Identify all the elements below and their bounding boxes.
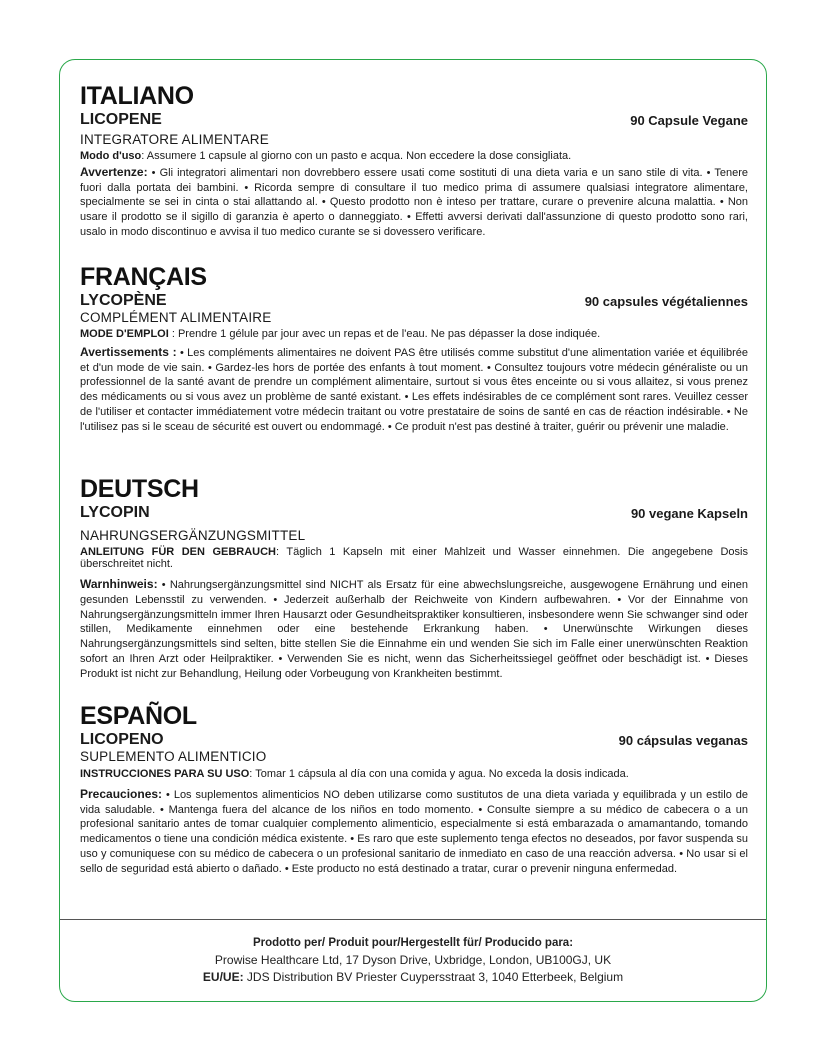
language-heading: ITALIANO [80, 82, 194, 110]
footer-address: Prowise Healthcare Ltd, 17 Dyson Drive, Uxbridge, London, UB100GJ, UK [214, 953, 612, 967]
warnings-text: • Gli integratori alimentari non dovrebbero essere usati come sostituti di una dieta varia e un sano stile di vita. • Tenere fuori dalla portata dei bambini. • Ricorda sempre di consultare il tuo medico prima di assumere qualsiasi integratore alimentare, specialmente se sei in cinta o stai allattando al. • Questo prodotto non è inteso per trattare, curare o prevenire alcuna malattia. • Non usare il prodotto se il sigillo di garanzia è aperto o danneggiato. • Effetti avversi derivati dall'assunzione di questo prodotto sono rari, usalo in modo discontinuo e avvisa il tuo medico curante se si dovessero verificare. [80, 166, 748, 238]
footer-divider [60, 919, 766, 920]
capsule-count: 90 capsules végétaliennes [584, 294, 748, 309]
product-name: LYCOPÈNE [80, 292, 167, 309]
usage-paragraph: INSTRUCCIONES PARA SU USO: Tomar 1 cápsula al día con una comida y agua. No exceda la dosis indicada. [80, 768, 629, 780]
usage-label: ANLEITUNG FÜR DEN GEBRAUCH [80, 546, 277, 558]
product-name: LYCOPIN [80, 504, 150, 521]
section-italian [80, 82, 748, 240]
usage-paragraph: Modo d'uso: Assumere 1 capsule al giorno con un pasto e acqua. Non eccedere la dose consigliata. [80, 150, 572, 162]
product-row [80, 291, 748, 310]
product-row [80, 503, 748, 522]
product-type: NAHRUNGSERGÄNZUNGSMITTEL [80, 528, 306, 543]
product-type: COMPLÉMENT ALIMENTAIRE [80, 310, 272, 325]
product-type: INTEGRATORE ALIMENTARE [80, 132, 269, 147]
capsule-count: 90 cápsulas veganas [618, 733, 748, 748]
language-heading: ESPAÑOL [80, 702, 197, 730]
product-name: LICOPENO [80, 731, 164, 748]
warnings-label: Precauciones: [80, 786, 163, 801]
usage-paragraph: MODE D'EMPLOI : Prendre 1 gélule par jour avec un repas et de l'eau. Ne pas dépasser la dose indiquée. [80, 328, 601, 340]
eu-label: EU/UE: [202, 970, 244, 984]
product-row [80, 730, 748, 749]
section-french [80, 263, 748, 435]
warnings-label: Warnhinweis: [80, 577, 158, 591]
language-heading: DEUTSCH [80, 475, 199, 503]
usage-paragraph: ANLEITUNG FÜR DEN GEBRAUCH: Täglich 1 Kapseln mit einer Mahlzeit und Wasser einnehmen. Die angegebene Dosis überschreitet nicht. [80, 546, 748, 570]
label-panel [59, 59, 767, 1002]
capsule-count: 90 vegane Kapseln [630, 506, 748, 521]
footer-heading: Prodotto per/ Produit pour/Hergestellt für/ Producido para: [252, 937, 574, 949]
section-german [80, 475, 748, 682]
product-type: SUPLEMENTO ALIMENTICIO [80, 749, 267, 764]
warnings-paragraph [80, 345, 748, 435]
usage-text: Täglich 1 Kapseln mit einer Mahlzeit und Wasser einnehmen. Die angegebene Dosis überschreitet nicht. [80, 546, 748, 570]
warnings-paragraph [80, 787, 748, 877]
footer-eu-line [60, 969, 766, 986]
warnings-paragraph [80, 165, 748, 240]
warnings-text: • Nahrungsergänzungsmittel sind NICHT als Ersatz für eine abwechslungsreiche, ausgewogene Ernährung und einen gesunden Lebensstil zu verwenden. • Jederzeit außerhalb der Reichweite von Kindern aufbewahren. • Vor der Einnahme von Nahrungsergänzungsmitteln immer Ihren Hausarzt oder Gesundheitspraktiker konsultieren, insbesondere wenn Sie schwanger sind oder stillen, Medikamente einnehmen oder eine bestehende Erkrankung haben. • Unerwünschte Wirkungen dieses Nahrungsergänzungsmittels sind selten, bitte stellen Sie die Einnahme ein und wenden Sie sich im Falle einer unerwünschten Reaktion sofort an Ihren Arzt oder Heilpraktiker. • Verwenden Sie es nicht, wenn das Sicherheitssiegel geöffnet oder beschädigt ist. • Dieses Produkt ist nicht zur Behandlung, Heilung oder Vorbeugung von Krankheiten bestimmt. [80, 579, 748, 680]
usage-label: Modo d'uso [80, 150, 142, 162]
warnings-label: Avertissements : [80, 344, 177, 359]
warnings-label: Avvertenze: [80, 164, 148, 179]
warnings-paragraph [80, 577, 748, 682]
product-row [80, 110, 748, 129]
language-heading: FRANÇAIS [80, 263, 207, 291]
warnings-text: • Les compléments alimentaires ne doivent PAS être utilisés comme substitut d'une alimentation variée et équilibrée et d'un mode de vie sain. • Gardez-les hors de portée des enfants à tout moment. • Consultez toujours votre médecin généraliste ou un professionnel de la santé avant de prendre un complément alimentaire, surtout si vous êtes enceinte ou si vous allaitez, si vous prenez des médicaments ou si vous avez un problème de santé existant. • Les effets indésirables de ce complément sont rares. Veuillez cesser de l'utiliser et contacter immédiatement votre médecin traitant ou votre prestataire de soins de santé en cas de réaction indésirable. • Ne l'utilisez pas si le sceau de sécurité est ouvert ou endommagé. • Ce produit n'est pas destiné à traiter, guérir ou prévenir une maladie. [80, 346, 748, 433]
usage-text: Prendre 1 gélule par jour avec un repas et de l'eau. Ne pas dépasser la dose indiquée. [177, 328, 601, 340]
usage-label: INSTRUCCIONES PARA SU USO [80, 768, 250, 780]
usage-text: Tomar 1 cápsula al día con una comida y agua. No exceda la dosis indicada. [255, 768, 629, 780]
manufacturer-footer [60, 935, 766, 986]
section-spanish [80, 702, 748, 877]
warnings-text: • Los suplementos alimenticios NO deben utilizarse como sustitutos de una dieta variada y equilibrada y un estilo de vida saludable. • Mantenga fuera del alcance de los niños en todo momento. • Consulte siempre a su médico de cabecera o a un profesional sanitario antes de tomar cualquier complemento alimenticio, especialmente si está embarazada o amamantando, tomando medicamentos o tiene una condición médica existente. • Es raro que este suplemento tenga efectos no deseados, por favor suspenda su uso y comuniquese con su médico de cabecera o un profesional sanitario de inmediato en caso de una reacción adversa. • No usar si el sello de seguridad está abierto o dañado. • Este producto no está destinado a tratar, curar o prevenir ninguna enfermedad. [80, 788, 748, 875]
usage-label: MODE D'EMPLOI [80, 328, 169, 340]
usage-text: Assumere 1 capsule al giorno con un pasto e acqua. Non eccedere la dose consigliata. [146, 150, 572, 162]
eu-address: JDS Distribution BV Priester Cuypersstraat 3, 1040 Etterbeek, Belgium [246, 970, 624, 984]
capsule-count: 90 Capsule Vegane [630, 113, 748, 128]
product-name: LICOPENE [80, 111, 162, 128]
